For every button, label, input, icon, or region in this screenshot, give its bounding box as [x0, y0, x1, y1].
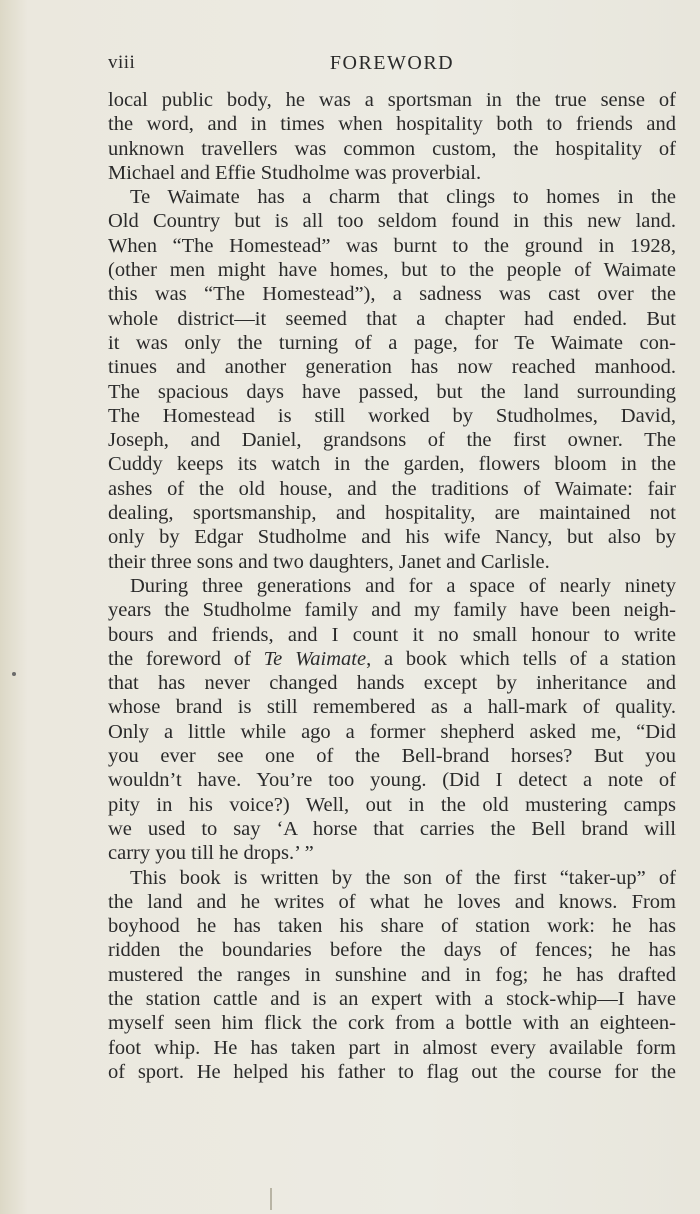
text-line: foot whip. He has taken part in almost every available form [108, 1036, 676, 1059]
text-line: years the Studholme family and my family have been neigh- [108, 599, 676, 622]
text-line: only by Edgar Studholme and his wife Nancy, but also by [108, 526, 676, 549]
book-title-italic: Te Waimate [263, 647, 367, 670]
text-line: dealing, sportsmanship, and hospitality, are maintained not [108, 502, 676, 525]
text-line: it was only the turning of a page, for Te Waimate con- [108, 331, 676, 354]
text-line: ashes of the old house, and the traditions of Waimate: fair [108, 477, 676, 500]
text-line: of sport. He helped his father to flag out the course for the [108, 1060, 676, 1083]
text-line: This book is written by the son of the first “taker-up” of [130, 866, 676, 889]
body-text [108, 88, 676, 1084]
text-line: Te Waimate has a charm that clings to homes in the [130, 186, 676, 209]
text-line: you ever see one of the Bell-brand horses? But you [108, 745, 676, 768]
text-line: When “The Homestead” was burnt to the ground in 1928, [108, 234, 676, 257]
text-line: Michael and Effie Studholme was proverbial. [108, 161, 482, 184]
running-head: FOREWORD [329, 52, 455, 74]
paper-mark [270, 1188, 272, 1210]
text-line: tinues and another generation has now reached manhood. [108, 356, 676, 379]
text-line: wouldn’t have. You’re too young. (Did I detect a note of [108, 769, 676, 792]
text-line: local public body, he was a sportsman in the true sense of [108, 89, 676, 111]
text-line: mustered the ranges in sunshine and in fog; he has drafted [108, 963, 676, 986]
text-line: this was “The Homestead”), a sadness was cast over the [108, 283, 676, 306]
text-line: (other men might have homes, but to the people of Waimate [108, 259, 676, 282]
page-header [108, 52, 676, 78]
text-line: we used to say ‘A horse that carries the Bell brand will [108, 817, 676, 840]
text-line: Only a little while ago a former shepherd asked me, “Did [108, 720, 676, 743]
paper-speck [12, 672, 16, 676]
text-line: Cuddy keeps its watch in the garden, flowers bloom in the [108, 453, 676, 476]
text-line: whole district—it seemed that a chapter had ended. But [108, 307, 676, 330]
text-line: the word, and in times when hospitality both to friends and [108, 113, 676, 136]
text-line: ridden the boundaries before the days of fences; he has [108, 939, 676, 962]
text-line: their three sons and two daughters, Janet and Carlisle. [108, 550, 550, 573]
text-line: bours and friends, and I count it no small honour to write [108, 623, 676, 646]
text-line: Joseph, and Daniel, grandsons of the first owner. The [108, 429, 676, 452]
text-line: carry you till he drops.’ ” [108, 842, 314, 865]
text-line: Old Country but is all too seldom found in this new land. [108, 210, 676, 233]
text-line: the foreword of Te Waimate, a book which tells of a station [108, 647, 677, 670]
text-line: that has never changed hands except by inheritance and [108, 672, 676, 695]
page-number: viii [108, 52, 136, 73]
text-line: During three generations and for a space of nearly ninety [130, 574, 676, 597]
text-line: pity in his voice?) Well, out in the old mustering camps [108, 793, 676, 816]
text-line: unknown travellers was common custom, the hospitality of [108, 137, 676, 160]
text-line: the land and he writes of what he loves and knows. From [108, 890, 676, 913]
text-line: The spacious days have passed, but the land surrounding [108, 380, 676, 403]
text-line: The Homestead is still worked by Studholmes, David, [108, 404, 676, 427]
text-line: the station cattle and is an expert with a stock-whip—I have [108, 987, 676, 1010]
text-line: myself seen him flick the cork from a bottle with an eighteen- [108, 1012, 676, 1035]
text-line: whose brand is still remembered as a hall-mark of quality. [108, 696, 676, 719]
text-line: boyhood he has taken his share of station work: he has [108, 915, 676, 938]
